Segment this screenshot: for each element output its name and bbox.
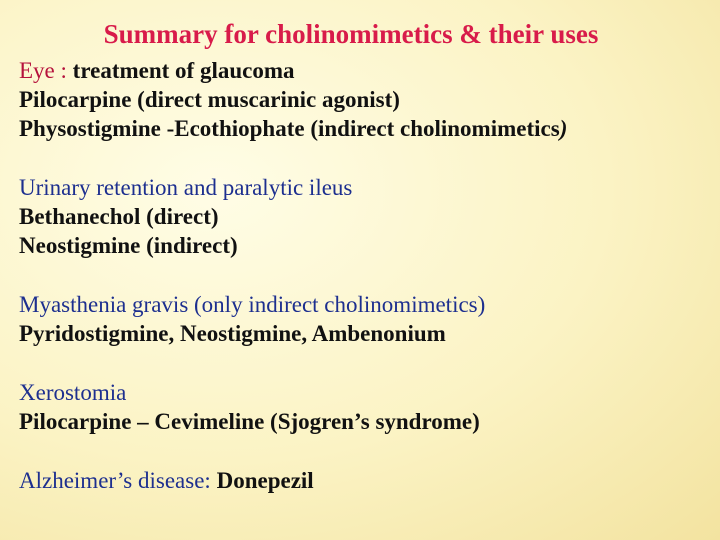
section-myasthenia-heading: Myasthenia gravis (only indirect cholinomimetics) [19, 292, 486, 317]
section-gap [19, 436, 709, 466]
section-gap [19, 260, 709, 290]
section-eye-heading [19, 56, 709, 85]
section-urinary-item: Bethanechol (direct) [19, 204, 219, 229]
section-eye-item [19, 114, 709, 143]
section-gap [19, 348, 709, 378]
section-xerostomia-heading: Xerostomia [19, 380, 127, 405]
section-myasthenia [19, 290, 709, 348]
section-eye [19, 56, 709, 143]
section-xerostomia-item: Pilocarpine – Cevimeline (Sjogren’s syndrome) [19, 409, 480, 434]
section-urinary [19, 173, 709, 260]
section-alzheimer-label: Alzheimer’s disease: [19, 468, 211, 493]
section-eye-item-close: ) [559, 116, 568, 141]
section-eye-item-text: Physostigmine -Ecothiophate (indirect cholinomimetics [19, 116, 560, 141]
section-urinary-item: Neostigmine (indirect) [19, 233, 238, 258]
section-alzheimer-value: Donepezil [210, 468, 314, 493]
section-xerostomia [19, 378, 709, 436]
section-alzheimer-heading [19, 466, 709, 495]
section-eye-heading-prefix: Eye : [19, 58, 67, 83]
slide-title: Summary for cholinomimetics & their uses [103, 19, 599, 49]
section-eye-heading-suffix: treatment of glaucoma [66, 58, 295, 83]
section-alzheimer [19, 466, 709, 495]
section-eye-item: Pilocarpine (direct muscarinic agonist) [19, 87, 400, 112]
section-urinary-heading: Urinary retention and paralytic ileus [19, 175, 353, 200]
section-myasthenia-item: Pyridostigmine, Neostigmine, Ambenonium [19, 321, 446, 346]
section-gap [19, 143, 709, 173]
slide-content [19, 56, 709, 495]
